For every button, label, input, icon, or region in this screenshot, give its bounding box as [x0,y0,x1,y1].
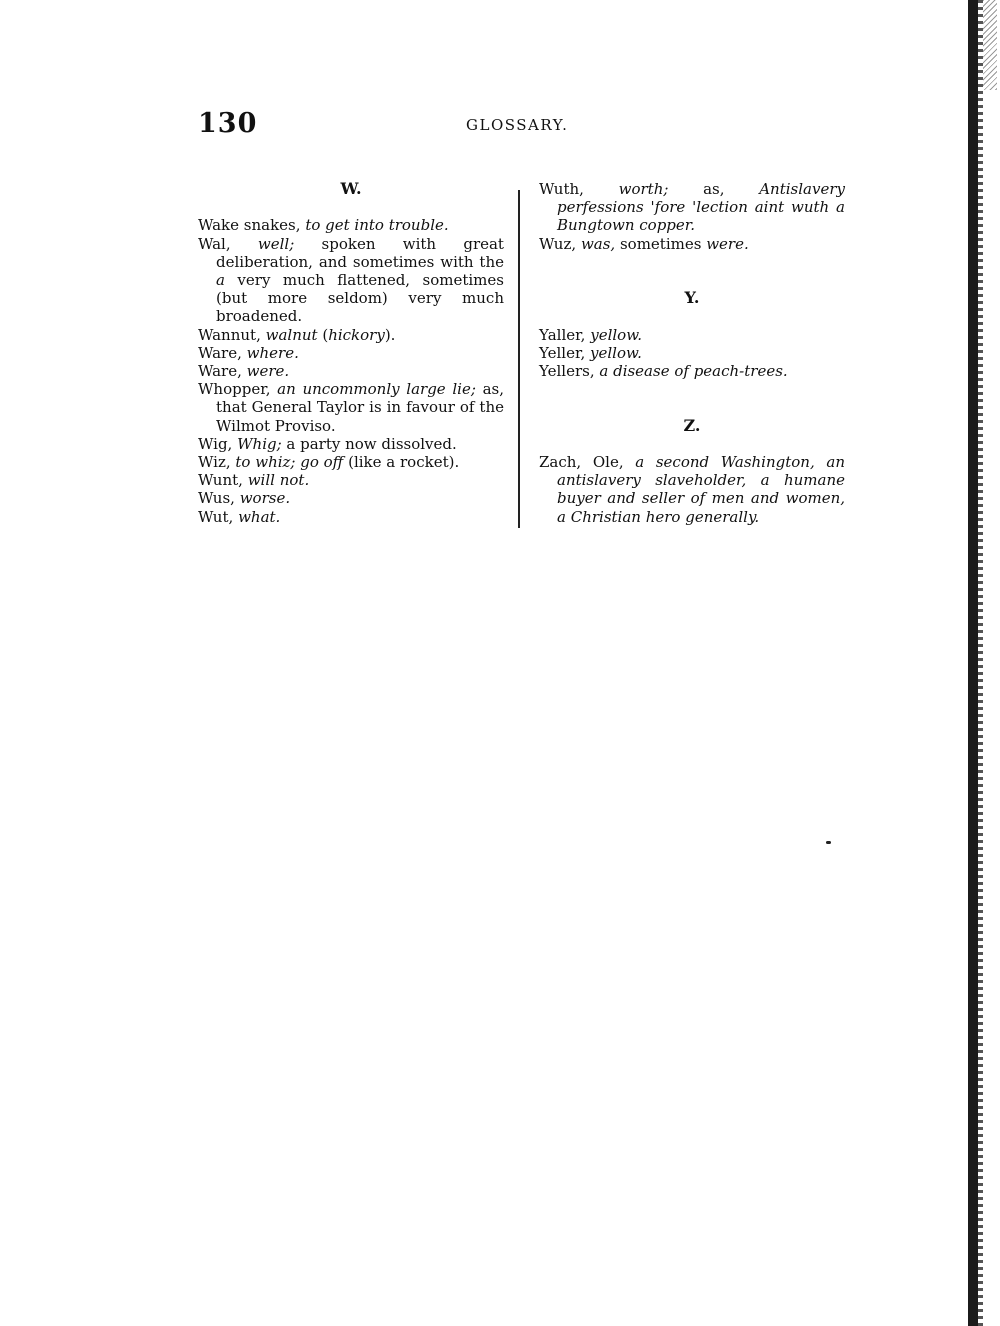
entry-term: Wuz, [539,234,577,253]
entry-term: Zach, Ole, [539,452,624,471]
entry-definition: worth; [618,180,669,198]
glossary-entry [198,380,504,435]
entry-definition: to whiz; go off [235,453,344,472]
glossary-entry [539,362,845,380]
glossary-entry [198,235,504,326]
entry-note: ). [384,325,396,344]
entry-definition: a second Washington, an antislavery slaveholder, a humane buyer and seller of men and women, a Christian hero generally. [557,452,845,526]
glossary-entry [198,471,504,489]
entry-note: spoken with great deliberation, and sometimes with the [216,234,504,271]
entry-term: Wut, [198,507,234,526]
entry-note: ( [322,325,329,344]
section-heading-y: Y. [684,288,700,308]
entry-definition: a [216,270,225,289]
entry-definition: an uncommonly large lie; [277,380,476,399]
entry-term: Ware, [198,343,242,362]
entry-term: Wal, [198,234,231,253]
glossary-entry [198,435,504,453]
glossary-entry [198,326,504,344]
entry-definition: Antislavery perfessions 'fore 'lection aint wuth a Bungtown copper. [557,180,845,235]
scan-edge-shadow [968,0,978,1326]
entry-note: as, that General Taylor is in favour of the Wilmot Proviso. [216,380,504,435]
entry-term: Yellers, [539,361,595,380]
glossary-entry [198,508,504,526]
entry-definition: where. [246,343,299,362]
entry-term: Wiz, [198,453,231,472]
glossary-entry [539,344,845,362]
entry-note: a party now dissolved. [286,434,457,453]
glossary-entry [198,216,504,234]
entry-definition: a disease of peach-trees. [599,361,788,380]
entry-term: Ware, [198,362,242,380]
entry-term: Wannut, [198,325,261,344]
section-heading-z: Z. [683,415,701,435]
entry-term: Wunt, [198,471,243,490]
right-column [539,180,845,526]
scan-edge-speckle [983,0,997,90]
entry-term: Wus, [198,489,235,508]
entry-definition: well; [257,234,295,253]
entry-definition: yellow. [590,343,642,362]
entry-definition: Whig; [237,434,282,453]
glossary-entry [539,453,845,526]
entry-note: very much flattened, sometimes (but more seldom) very much broadened. [216,270,504,326]
glossary-entry [539,180,845,235]
entry-definition: walnut [265,325,318,344]
entry-note: as, [703,180,725,198]
scan-speck [826,841,831,844]
glossary-entry [539,235,845,253]
entry-note: (like a rocket). [348,453,460,472]
left-column [198,180,504,526]
entry-definition: hickory [328,325,385,344]
entry-definition: what. [238,507,281,526]
entry-definition: yellow. [590,325,643,344]
entry-definition: were. [246,362,290,380]
entry-definition: worse. [239,489,291,508]
entry-term: Yaller, [539,325,586,344]
entry-term: Whopper, [198,380,271,399]
glossary-entry [198,344,504,362]
running-title: GLOSSARY. [466,116,569,134]
entry-definition: to get into trouble. [305,216,449,235]
section-heading-w: W. [340,179,362,198]
glossary-entry [198,489,504,507]
entry-term: Wuth, [539,180,584,198]
entry-note: sometimes [619,234,702,253]
entry-term: Yeller, [539,343,586,362]
glossary-entry [198,453,504,471]
glossary-entry [539,326,845,344]
entry-term: Wake snakes, [198,216,301,235]
scan-edge-ragged [978,0,983,1326]
entry-definition: will not. [247,471,310,490]
entry-term: Wig, [198,434,233,453]
glossary-entry [198,362,504,380]
entry-definition: were. [706,234,749,253]
column-divider [518,190,520,528]
entry-definition: was, [580,234,616,253]
page-number: 130 [198,108,258,139]
